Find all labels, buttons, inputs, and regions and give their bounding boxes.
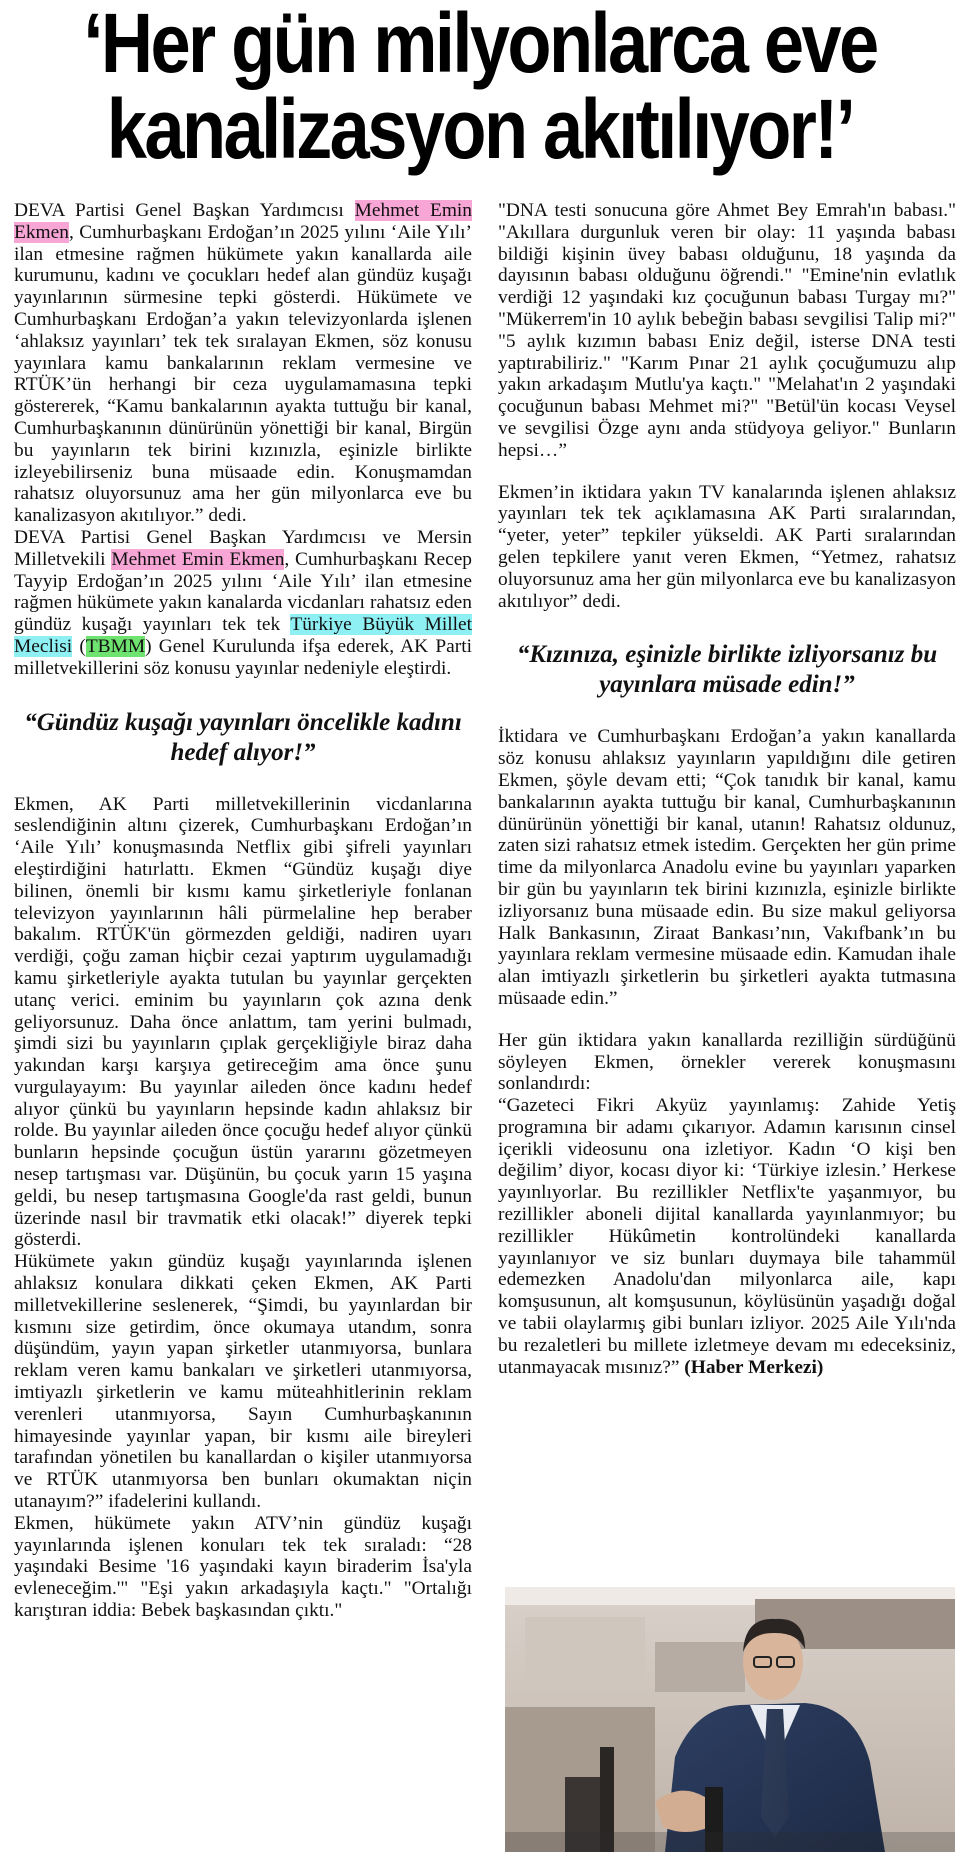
paragraph: DEVA Partisi Genel Başkan Yardımcısı Mehmet Emin Ekmen, Cumhurbaşkanı Erdoğan’ın 2025 yılını ‘Aile Yılı’ ilan etmesine rağmen hükümete yakın kanallarda aile kurumunu, kadını ve çocukları hedef alan gündüz kuşağı yayınlarının sürmesine tepki gösterdi. Hükümete ve Cumhurbaşkanı Erdoğan’a yakın televizyonlarda işlenen ‘ahlaksız yayınları’ tek tek sıralayan Ekmen, söz konusu yayınlara kamu bankalarının reklam vermesine ve RTÜK’ün herhangi bir ceza uygulamamasına tepki göstererek, “Kamu bankalarının ayakta tuttuğu bir kanal, Cumhurbaşkanının dünürünün yönettiği bir kanal, Birgün bu yayınların tek birini kızınızla, eşinizle birlikte izleyebilirseniz buna müsaade edin. Konuşmamdan rahatsız oluyorsunuz ama her gün milyonlarca eve bu kanalizasyon akıtılıyor.” dedi. <box>14 200 472 527</box>
speaker-photo <box>505 1587 955 1852</box>
highlighted-name: Mehmet Emin Ekmen <box>111 548 285 570</box>
subheading: “Kızınıza, eşinizle birlikte izliyorsanız bu yayınlara müsade edin!” <box>516 641 938 699</box>
speaker-photo-illustration <box>505 1587 955 1852</box>
paragraph: İktidara ve Cumhurbaşkanı Erdoğan’a yakın kanallarda söz konusu ahlaksız yayınların yapıldığını dile getiren Ekmen, şöyle devam etti; “Çok tanıdık bir kanal, kamu bankalarının ayakta tuttuğu bir kanal, Cumhurbaşkanının dünürünün yönettiği bir kanal, utanın! Rahatsız oldunuz, zaten sizi rahatsız etmek istedim. Gerçekten her gün prime time da milyonlarca Anadolu evine bu yayınları yaparken bir gün bu yayınların tek birini kızınızla, eşinizle birlikte izliyorsanız buna müsaade edin. Bu size makul geliyorsa Halk Bankasının, Ziraat Bankası’nın, Vakıfbank’ın bu yayınlara reklam vermesine müsaade edin. Kamudan ihale alan imtiyazlı şirketlerin bu şirketleri ayakta tutmasına müsaade edin.” <box>498 726 956 1009</box>
paragraph: Her gün iktidara yakın kanallarda rezilliğin sürdüğünü söyleyen Ekmen, örnekler vererek konuşmasını sonlandırdı: <box>498 1029 956 1095</box>
paragraph: Hükümete yakın gündüz kuşağı yayınlarında işlenen ahlaksız konulara dikkati çeken Ekmen, AK Parti milletvekillerine seslenerek, “Şimdi, bu yayınlardan bir kısmını size getirdim, önce okumaya utandım, sonra düşündüm, yayın yapan şirketler utanmıyorsa, bunlara reklam veren kamu bankaları ve şirketleri utanmıyorsa, imtiyazlı şirketlerin ve kamu müteahhitlerinin reklam verenleri utanmıyorsa, Sayın Cumhurbaşkanının himayesinde yayınlar yapan, bir kısmı aile bireyleri tarafından yönetilen bu kanallardan o kişiler utanmıyorsa ve RTÜK utanmıyorsa ben bunları okumaktan niçin utanayım?” ifadelerini kullandı. <box>14 1251 472 1513</box>
highlighted-acronym: TBMM <box>85 635 146 657</box>
highlighted-name: Mehmet Emin Ekmen <box>14 200 472 243</box>
paragraph: Ekmen, AK Parti milletvekillerinin vicdanlarına seslendiğinin altını çizerek, Cumhurbaşkanı Erdoğan’ın ‘Aile Yılı’ konuşmasında Netflix gibi şifreli yayınları eleştirdiğini hatırlattı. Ekmen “Gündüz kuşağı diye bilinen, önemli bir kısmı kamu şirketleriyle fonlanan televizyon yayınlarının hâli pürmelaline hep beraber bakalım. RTÜK'ün görmezden geldiği, nadiren uyarı verdiği, çoğu zaman hiçbir cezai yaptırım uygulamadığı kamu şirketleriyle ayakta tutulan bu yayınlar gerçekten utanç verici. eminim bu yayınların çok azına denk geliyorsunuz. Daha önce anlattım, tam yerini bulmadı, şimdi sizi bu yayınların çıplak gerçekliğiyle biraz daha yakından karşı karşıya getireceğim ama önce şunu vurgulayayım: Bu yayınlar aileden önce kadını hedef alıyor çünkü bu yayınların hepsinde kadın ahlaksız bir rolde. Bu yayınlar aileden önce çocuğu hedef alıyor çünkü bunların hepsinde çocuğun üstün yararını gözetmeyen nesep tartışması var. Düşünün, bu çocuk yarın 15 yaşına geldi, bu nesep tartışmasına Google'da rast geldi, bunun üzerinde nasıl bir travmatik etki olacak!” diyerek tepki gösterdi. <box>14 793 472 1251</box>
right-column <box>498 200 956 1378</box>
source-credit: (Haber Merkezi) <box>684 1356 824 1378</box>
headline-line-2: kanalizasyon akıtılıyor!’ <box>106 82 854 176</box>
highlighted-institution: Türkiye Büyük Millet Meclisi <box>14 614 472 657</box>
paragraph: Ekmen’in iktidara yakın TV kanalarında işlenen ahlaksız yayınları tek tek açıklamasına AK Parti sıralarından, “yeter, yeter” tepkiler yükseldi. AK Parti sıralarından gelen tepkilere yanıt veren Ekmen, “Yetmez, rahatsız oluyorsunuz ama her gün milyonlarca eve bu kanalizasyon akıtılıyor” dedi. <box>498 481 956 612</box>
paragraph: “Gazeteci Fikri Akyüz yayınlamış: Zahide Yetiş programına bir adamı çıkarıyor. Adamın karısının cinsel içerikli videosunu ona izletiyor. Kadın ‘O kişi ben değilim’ diyor, kocası diyor ki: ‘Türkiye izlesin.’ Herkese yayınlıyorlar. Bu rezillikler Netflix'te yaşanmıyor, bu rezillikler aboneli dijital kanallarda yayınlanmıyor; bu rezillikler Hükûmetin kontrolündeki kanallarda yayınlanıyor ve siz bunları duymaya bile tahammül edemezken Anadolu'dan milyonlarca aile, kapı komşusunun, alt komşusunun, köylüsünün yaşadığı doğal ve tabii olaylarmış gibi bunları izliyor. 2025 Aile Yılı'nda bu rezaletleri bu millete izletmeye devam mı edeceksiniz, utanmayacak mısınız?” (Haber Merkezi) <box>498 1095 956 1378</box>
paragraph: DEVA Partisi Genel Başkan Yardımcısı ve Mersin Milletvekili Mehmet Emin Ekmen, Cumhurbaşkanı Recep Tayyip Erdoğan’ın 2025 yılını ‘Aile Yılı’ ilan etmesine rağmen hükümete yakın kanalarda vicdanları rahatsız eden gündüz kuşağı yayınları tek tek Türkiye Büyük Millet Meclisi (TBMM) Genel Kurulunda ifşa ederek, AK Parti milletvekillerini söz konusu yayınlar nedeniyle eleştirdi. <box>14 526 473 679</box>
subheading: “Gündüz kuşağı yayınları öncelikle kadını hedef alıyor!” <box>24 708 462 766</box>
headline-line-1: ‘Her gün milyonlarca eve <box>83 0 877 90</box>
paragraph: Ekmen, hükümete yakın ATV’nin gündüz kuşağı yayınlarında işlenen konuları tek tek sıraladı: “28 yaşındaki Besime '16 yaşındaki kayın biraderim İsa'yla evleneceğim.'" "Eşi yakın arkadaşıyla kaçtı." "Ortalığı karıştıran iddia: Bebek başkasından çıktı." <box>14 1512 472 1622</box>
left-column <box>14 200 472 1622</box>
paragraph: "DNA testi sonucuna göre Ahmet Bey Emrah'ın babası." "Akıllara durgunluk veren bir olay: 11 yaşında babası bildiği kişinin üvey babası olduğunu, 18 yaşında da dayısının babası olduğunu öğrendi." "Emine'nin evlatlık verdiği 12 yaşındaki kız çocuğunun babası Turgay mı?" "Mükerrem'in 10 aylık bebeğin babası sevgilisi Talip mi?" "5 aylık kızımın babası Eniz değil, isterse DNA testi yaptırabiliriz." "Karım Pınar 21 aylık çocuğumuzu alıp yakın arkadaşım Mutlu'ya kaçtı." "Melahat'ın 2 yaşındaki çocuğunun babası Mehmet mi?" "Betül'ün kocası Veysel ve sevgilisi Özge aynı anda stüdyoya geliyor." Bunların hepsi…” <box>498 200 956 461</box>
headline <box>67 0 893 178</box>
